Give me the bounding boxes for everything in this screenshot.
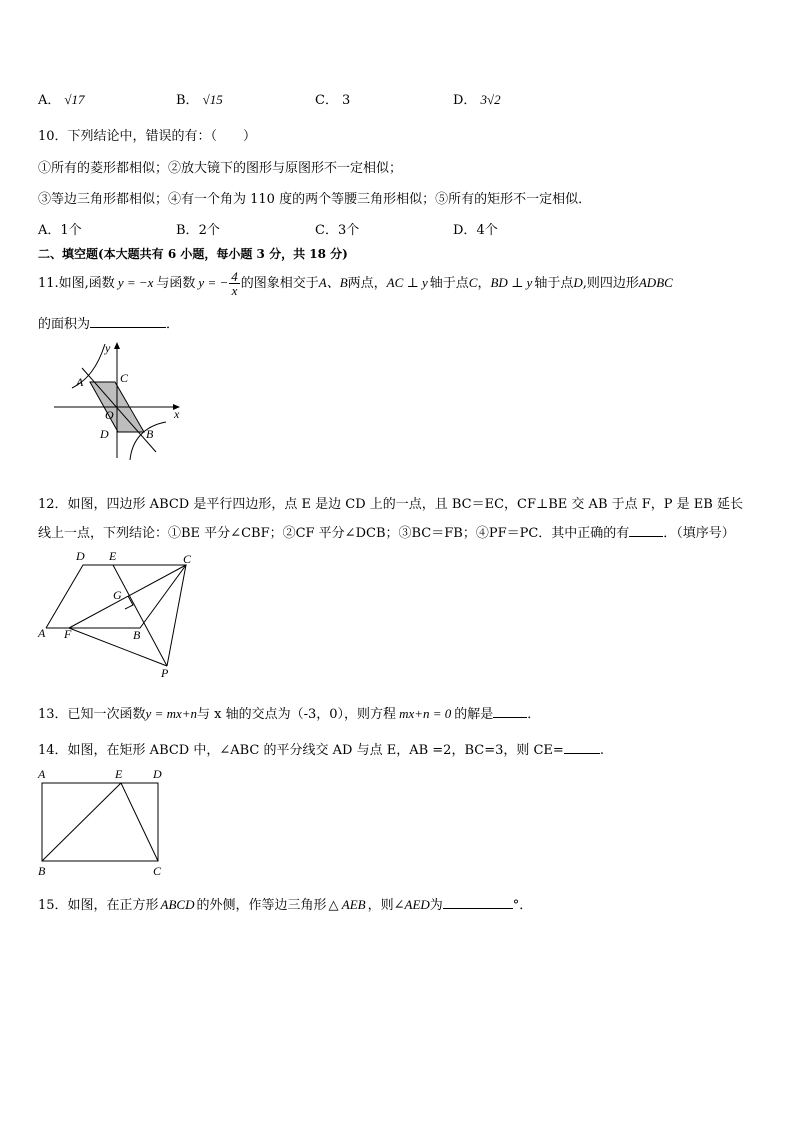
q14-label-d: D (153, 767, 162, 781)
q10-line1: ①所有的菱形都相似；②放大镜下的图形与原图形不一定相似； (38, 161, 403, 176)
q12-answer-blank[interactable] (629, 524, 663, 537)
q14-answer-blank[interactable] (564, 741, 600, 754)
q9-option-d-value: 3√2 (480, 92, 501, 107)
q14-label-a: A (38, 767, 46, 781)
q11-line2: 的面积为 ． (38, 317, 180, 332)
q11-line1: 11.如图,函数 y = −x 与函数 y = − $\frac{4}{x}$ 的图象相交于A、B两点，AC ⊥ y 轴于点C，BD ⊥ y 轴于点D,则四边形ADBC (38, 269, 673, 298)
q11-fraction: $\frac{4}{x}$ (231, 269, 238, 298)
q9-option-a-value: √17 (64, 92, 85, 107)
q11-answer-blank[interactable] (90, 315, 166, 328)
q12-line-fp (69, 628, 167, 666)
q11-label-x: x (174, 407, 180, 421)
q9-option-b: B． √15 (176, 92, 223, 108)
q12-right-angle-mark (125, 596, 133, 609)
q14-line-be (42, 783, 121, 861)
q9-option-c: C． 3 (315, 93, 351, 108)
q14-line: 14．如图，在矩形 ABCD 中，∠ABC 的平分线交 AD 与点 E，AB =2，BC=3，则 CE= . (38, 743, 604, 758)
q10-option-c: C．3个 (315, 223, 360, 238)
q10-option-b: B．2个 (176, 223, 220, 238)
q12-label-p: P (161, 666, 169, 680)
q12-label-c: C (183, 552, 192, 566)
q14-line-ec (121, 783, 158, 861)
q12-label-a: A (38, 626, 46, 640)
q12-label-g: G (113, 588, 122, 602)
q14-label-c: C (153, 864, 162, 878)
q11-line-y-neg-x (82, 368, 156, 452)
q9-option-c-value: 3 (341, 93, 351, 108)
q9-option-a: A． √17 (38, 92, 85, 108)
q11-label-o: O (105, 408, 114, 422)
q15-answer-blank[interactable] (443, 896, 513, 909)
q12-label-f: F (64, 627, 72, 641)
q9-option-b-value: √15 (202, 92, 223, 107)
q11-label-b: B (146, 427, 154, 441)
section-2-heading: 二、填空题(本大题共有 6 小题，每小题 3 分，共 18 分) (38, 247, 348, 261)
q14-rectangle (42, 783, 158, 861)
q12-line-cf (69, 565, 186, 628)
q9-option-d: D． 3√2 (453, 92, 501, 108)
q12-line1: 12．如图，四边形 ABCD 是平行四边形，点 E 是边 CD 上的一点，且 BC＝EC，CF⊥BE 交 AB 于点 F，P 是 EB 延长 (38, 497, 743, 512)
q12-line-cp (167, 565, 186, 666)
q10-stem: 10．下列结论中，错误的有：（ ） (38, 129, 257, 144)
q10-option-d: D．4个 (453, 223, 498, 238)
q11-label-d: D (100, 427, 109, 441)
q14-label-e: E (115, 767, 123, 781)
q11-label-c: C (120, 371, 129, 385)
q13-answer-blank[interactable] (493, 705, 527, 718)
q15-line: 15．如图，在正方形 ABCD 的外侧，作等边三角形 △ AEB ，则∠AED为 °． (38, 897, 533, 913)
q12-label-e: E (109, 549, 117, 563)
q12-line2: 线上一点，下列结论：①BE 平分∠CBF；②CF 平分∠DCB；③BC＝FB；④PF＝PC．其中正确的有 ．（填序号） (38, 526, 735, 541)
q11-y-axis-arrow (114, 342, 120, 349)
q11-label-a: A (76, 375, 84, 389)
q10-option-a: A．1个 (38, 223, 82, 238)
q10-line2: ③等边三角形都相似；④有一个角为 110 度的两个等腰三角形相似；⑤所有的矩形不一定相似． (38, 192, 592, 207)
q11-label-y: y (105, 341, 111, 355)
q11-figure (48, 340, 188, 462)
q12-label-d: D (76, 549, 85, 563)
q12-label-b: B (133, 628, 141, 642)
q13-line: 13．已知一次函数y = mx+n与 x 轴的交点为（-3，0），则方程 mx+n = 0 的解是 ． (38, 706, 541, 722)
q12-figure (36, 548, 200, 682)
q14-figure (34, 764, 174, 880)
q14-label-b: B (38, 864, 46, 878)
